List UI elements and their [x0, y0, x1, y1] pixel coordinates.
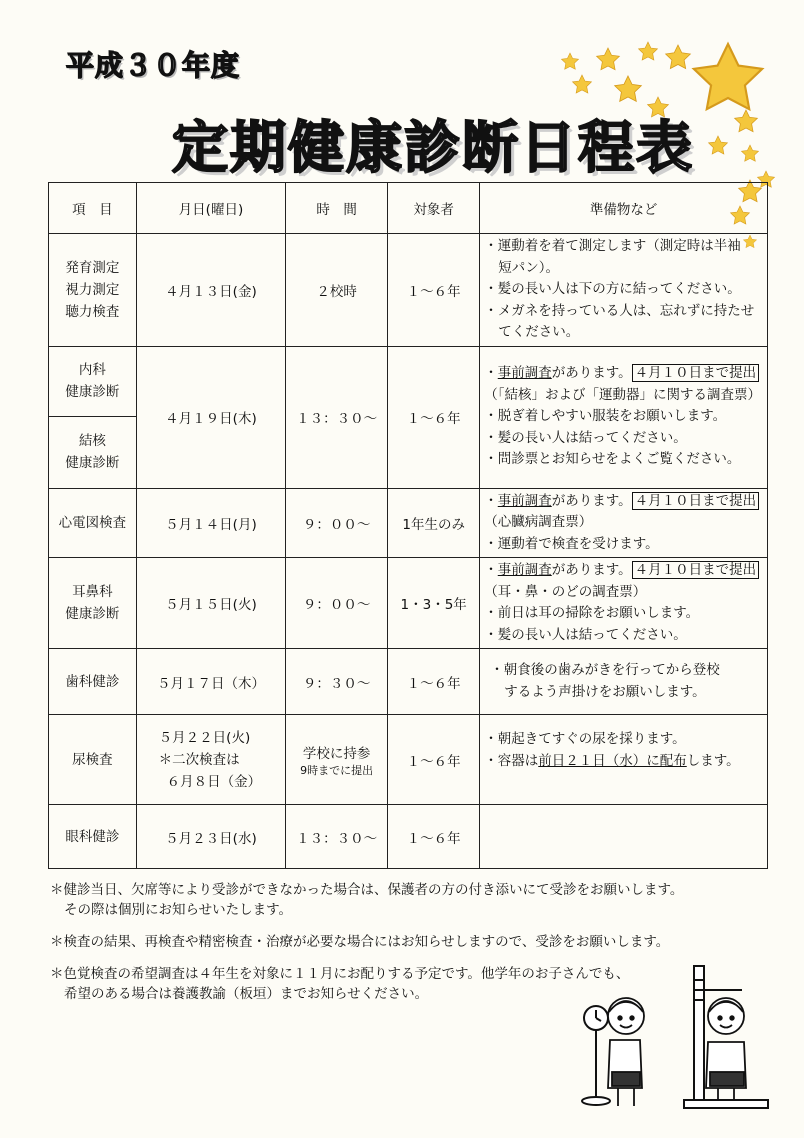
- time-cell: ２校時: [286, 234, 388, 347]
- header-target: 対象者: [388, 183, 480, 234]
- table-row: [49, 488, 768, 558]
- target-cell: １～６年: [388, 234, 480, 347]
- target-cell: 1・3・5年: [388, 558, 480, 649]
- note-3: ＊色覚検査の希望調査は４年生を対象に１１月にお配りする予定です。他学年のお子さんでも、 希望のある場合は養護教諭（板垣）までお知らせください。: [50, 966, 630, 1002]
- header-time: 時 間: [286, 183, 388, 234]
- prep-cell: ・事前調査があります。 ４月１０日まで提出 （「結核」および「運動器」に関する調査票） ・脱ぎ着しやすい服装をお願いします。 ・髪の長い人は結ってください。 ・問診票とお知らせをよくご覧ください。: [480, 346, 768, 488]
- table-row: [49, 805, 768, 869]
- page-title: 定期健康診断日程表: [172, 116, 694, 181]
- table-row: [49, 234, 768, 347]
- date-cell: ４月１９日(木): [136, 346, 286, 488]
- item-cell: 歯科健診: [49, 649, 137, 715]
- date-cell: ５月１７日（木）: [136, 649, 286, 715]
- children-measuring-illustration: [572, 960, 772, 1110]
- item-cell: 耳鼻科 健康診断: [49, 558, 137, 649]
- target-cell: １～６年: [388, 649, 480, 715]
- item-cell: 結核 健康診断: [49, 416, 137, 488]
- time-cell: １３：３０～: [286, 346, 388, 488]
- time-cell: １３：３０～: [286, 805, 388, 869]
- target-cell: １～６年: [388, 805, 480, 869]
- date-cell: ４月１３日(金): [136, 234, 286, 347]
- date-cell: ５月１４日(月): [136, 488, 286, 558]
- time-cell: ９：３０～: [286, 649, 388, 715]
- deadline-box: ４月１０日まで提出: [632, 364, 760, 382]
- time-cell: 学校に持参 9時までに提出: [286, 715, 388, 805]
- table-row: [49, 649, 768, 715]
- target-cell: 1年生のみ: [388, 488, 480, 558]
- table-row: [49, 558, 768, 649]
- header-item: 項 目: [49, 183, 137, 234]
- item-cell: 尿検査: [49, 715, 137, 805]
- child-left-icon: [608, 998, 644, 1106]
- target-cell: １～６年: [388, 346, 480, 488]
- note-2: ＊検査の結果、再検査や精密検査・治療が必要な場合にはお知らせしますので、受診をお願いします。: [50, 934, 670, 950]
- time-cell: ９：００～: [286, 488, 388, 558]
- prep-cell: ・事前調査があります。 ４月１０日まで提出 （心臓病調査票） ・運動着で検査を受けます。: [480, 488, 768, 558]
- prep-cell: ・運動着を着て測定します（測定時は半袖 短パン）。 ・髪の長い人は下の方に結ってください。 ・メガネを持っている人は、忘れずに持たせ てください。: [480, 234, 768, 347]
- item-cell: 心電図検査: [49, 488, 137, 558]
- prep-cell: ・朝食後の歯みがきを行ってから登校 するよう声掛けをお願いします。: [480, 649, 768, 715]
- deadline-box: ４月１０日まで提出: [632, 492, 760, 510]
- prep-cell: [480, 805, 768, 869]
- item-cell: 発育測定 視力測定 聴力検査: [49, 234, 137, 347]
- header-date: 月日(曜日): [136, 183, 286, 234]
- header-prep: 準備物など: [480, 183, 768, 234]
- note-1: ＊健診当日、欠席等により受診ができなかった場合は、保護者の方の付き添いにて受診をお願いします。 その際は個別にお知らせいたします。: [50, 882, 684, 918]
- year-title: 平成３０年度: [66, 49, 241, 82]
- big-star-icon: [694, 44, 762, 109]
- time-cell: ９：００～: [286, 558, 388, 649]
- item-cell: 眼科健診: [49, 805, 137, 869]
- item-cell: 内科 健康診断: [49, 346, 137, 416]
- date-cell: ５月２２日(火) ＊二次検査は ６月８日（金）: [136, 715, 286, 805]
- table-row: [49, 715, 768, 805]
- target-cell: １～６年: [388, 715, 480, 805]
- prep-cell: ・朝起きてすぐの尿を採ります。 ・容器は前日２１日（水）に配布します。: [480, 715, 768, 805]
- prep-cell: ・事前調査があります。 ４月１０日まで提出 （耳・鼻・のどの調査票） ・前日は耳の掃除をお願いします。 ・髪の長い人は結ってください。: [480, 558, 768, 649]
- table-header-row: [49, 183, 768, 234]
- schedule-table: [48, 182, 768, 869]
- clock-icon: [582, 1006, 610, 1105]
- date-cell: ５月２３日(水): [136, 805, 286, 869]
- deadline-box: ４月１０日まで提出: [632, 561, 760, 579]
- table-row: [49, 346, 768, 416]
- child-right-icon: [706, 998, 746, 1100]
- date-cell: ５月１５日(火): [136, 558, 286, 649]
